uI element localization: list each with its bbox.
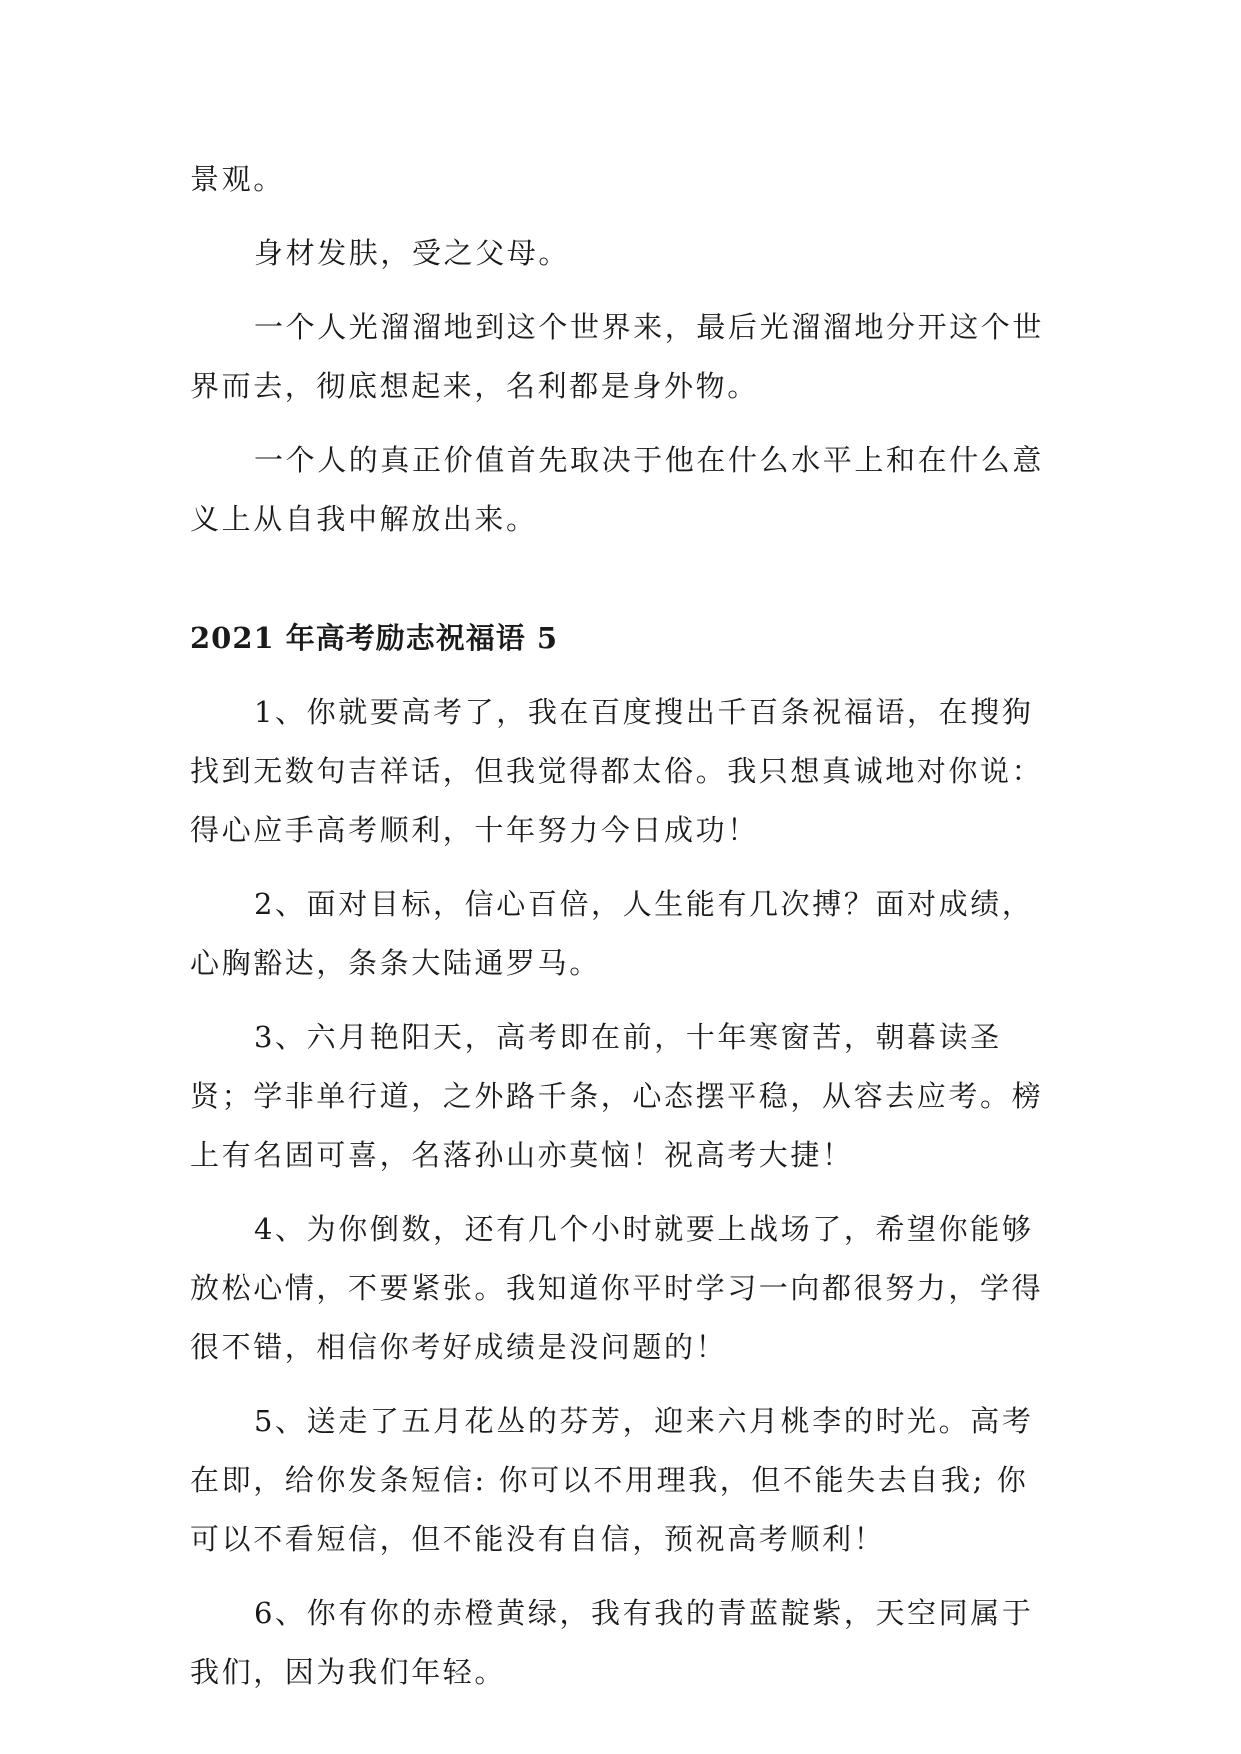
paragraph: 身材发肤，受之父母。 (254, 236, 571, 270)
list-item: 4、为你倒数，还有几个小时就要上战场了，希望你能够放松心情，不要紧张。我知道你平时学习一向都很努力，学得很不错，相信你考好成绩是没问题的！ (190, 1212, 1044, 1364)
list-item: 6、你有你的赤橙黄绿，我有我的青蓝靛紫，天空同属于我们，因为我们年轻。 (190, 1596, 1034, 1689)
paragraph: 一个人的真正价值首先取决于他在什么水平上和在什么意义上从自我中解放出来。 (190, 443, 1045, 536)
document-page (190, 150, 1058, 1702)
section-title: 2021 年高考励志祝福语 5 (190, 621, 559, 655)
paragraph: 一个人光溜溜地到这个世界来，最后光溜溜地分开这个世界而去，彻底想起来，名利都是身外物。 (190, 310, 1045, 403)
paragraph-continuation: 景观。 (190, 162, 285, 196)
list-item: 2、面对目标，信心百倍，人生能有几次搏？面对成绩，心胸豁达，条条大陆通罗马。 (190, 887, 1034, 980)
list-item: 3、六月艳阳天，高考即在前，十年寒窗苦，朝暮读圣贤；学非单行道，之外路千条，心态摆平稳，从容去应考。榜上有名固可喜，名落孙山亦莫恼！祝高考大捷！ (190, 1020, 1044, 1172)
list-item: 1、你就要高考了，我在百度搜出千百条祝福语，在搜狗找到无数句吉祥话，但我觉得都太俗。我只想真诚地对你说：得心应手高考顺利，十年努力今日成功！ (190, 695, 1044, 847)
list-item: 5、送走了五月花丛的芬芳，迎来六月桃李的时光。高考在即，给你发条短信: 你可以不用理我，但不能失去自我; 你可以不看短信，但不能没有自信，预祝高考顺利！ (190, 1404, 1034, 1556)
